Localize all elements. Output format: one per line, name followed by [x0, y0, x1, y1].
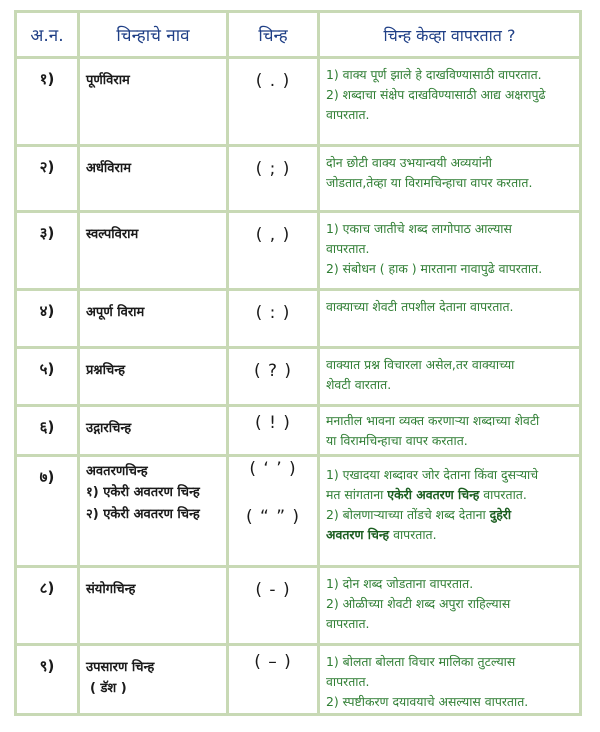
usage-description: वाक्याच्या शेवटी तपशील देताना वापरतात. [326, 299, 514, 314]
sign-symbol: ( ? ) [253, 361, 293, 381]
sign-symbol: ( , ) [255, 225, 291, 245]
row-number: ७) [39, 468, 55, 486]
sign-symbol: ( : ) [255, 303, 291, 323]
row-number: ८) [39, 579, 55, 597]
header-name: चिन्हाचे नाव [80, 13, 229, 56]
double-quote-symbol: ( “ ” ) [245, 507, 301, 527]
sign-symbol: ( - ) [255, 580, 291, 600]
sign-name: प्रश्नचिन्ह [86, 363, 126, 378]
sign-name: स्वल्पविराम [86, 227, 139, 242]
punctuation-table [14, 10, 582, 716]
sign-symbol: ( . ) [255, 71, 291, 91]
header-usage: चिन्ह केव्हा वापरतात ? [383, 25, 516, 45]
header-serial: अ.न. [17, 13, 80, 56]
sign-symbol: ( – ) [254, 652, 292, 672]
sign-subname: २) एकेरी अवतरण चिन्ह [86, 507, 200, 522]
row-number: ४) [39, 302, 55, 320]
table-row [17, 213, 579, 291]
usage-description: दोन छोटी वाक्य उभयान्वयी अव्ययांनी जोडतात,तेव्हा या विरामचिन्हाचा वापर करतात. [326, 155, 533, 190]
sign-name: संयोगचिन्ह [86, 582, 136, 597]
single-quote-symbol: ( ‘ ’ ) [249, 459, 297, 479]
row-number: ९) [39, 657, 55, 675]
table-row [17, 646, 579, 713]
sign-symbol: ( ; ) [255, 159, 291, 179]
sign-subname: ( डॅश ) [90, 681, 127, 696]
row-number: ६) [39, 418, 55, 436]
row-number: १) [39, 70, 55, 88]
table-row [17, 59, 579, 147]
sign-name: उपसारण चिन्ह [86, 660, 155, 675]
usage-description: 1) एकाच जातीचे शब्द लागोपाठ आल्यास वापरतात. 2) संबोधन ( हाक ) मारताना नावापुढे वापरतात. [326, 221, 543, 276]
header-sign: चिन्ह [229, 13, 320, 56]
table-row [17, 349, 579, 407]
sign-name: अवतरणचिन्ह [86, 464, 148, 479]
row-number: २) [39, 158, 55, 176]
usage-description: 1) दोन शब्द जोडताना वापरतात. 2) ओळीच्या शेवटी शब्द अपुरा राहिल्यास वापरतात. [326, 576, 511, 631]
row-number: ५) [39, 360, 55, 378]
sign-symbol: ( ! ) [255, 413, 291, 433]
table-header [17, 13, 579, 59]
table-row [17, 407, 579, 457]
sign-name: पूर्णविराम [86, 73, 130, 88]
usage-description: वाक्यात प्रश्न विचारला असेल,तर वाक्याच्या शेवटी वारतात. [326, 357, 515, 392]
usage-description: 1) वाक्य पूर्ण झाले हे दाखविण्यासाठी वापरतात. 2) शब्दाचा संक्षेप दाखविण्यासाठी आद्य अक्षरापुढे वापरतात. [326, 67, 546, 122]
table-row [17, 291, 579, 349]
sign-name: अर्धविराम [86, 161, 131, 176]
table-row [17, 147, 579, 213]
sign-name: उद्गारचिन्ह [86, 421, 132, 436]
usage-description: 1) एखादया शब्दावर जोर देताना किंवा दुसऱ्याचे मत सांगताना एकेरी अवतरण चिन्ह वापरतात. 2) बोलणाऱ्याच्या तोंडचे शब्द देताना दुहेरी अवतरण चिन्ह वापरतात. [326, 467, 539, 542]
usage-description: मनातील भावना व्यक्त करणाऱ्या शब्दाच्या शेवटी या विरामचिन्हाचा वापर करतात. [326, 413, 540, 448]
table-row [17, 568, 579, 646]
sign-name: अपूर्ण विराम [86, 305, 145, 320]
table-row [17, 457, 579, 568]
row-number: ३) [39, 224, 55, 242]
sign-subname: १) एकेरी अवतरण चिन्ह [86, 485, 200, 500]
usage-description: 1) बोलता बोलता विचार मालिका तुटल्यास वापरतात. 2) स्पष्टीकरण दयावयाचे असल्यास वापरतात. [326, 654, 529, 709]
